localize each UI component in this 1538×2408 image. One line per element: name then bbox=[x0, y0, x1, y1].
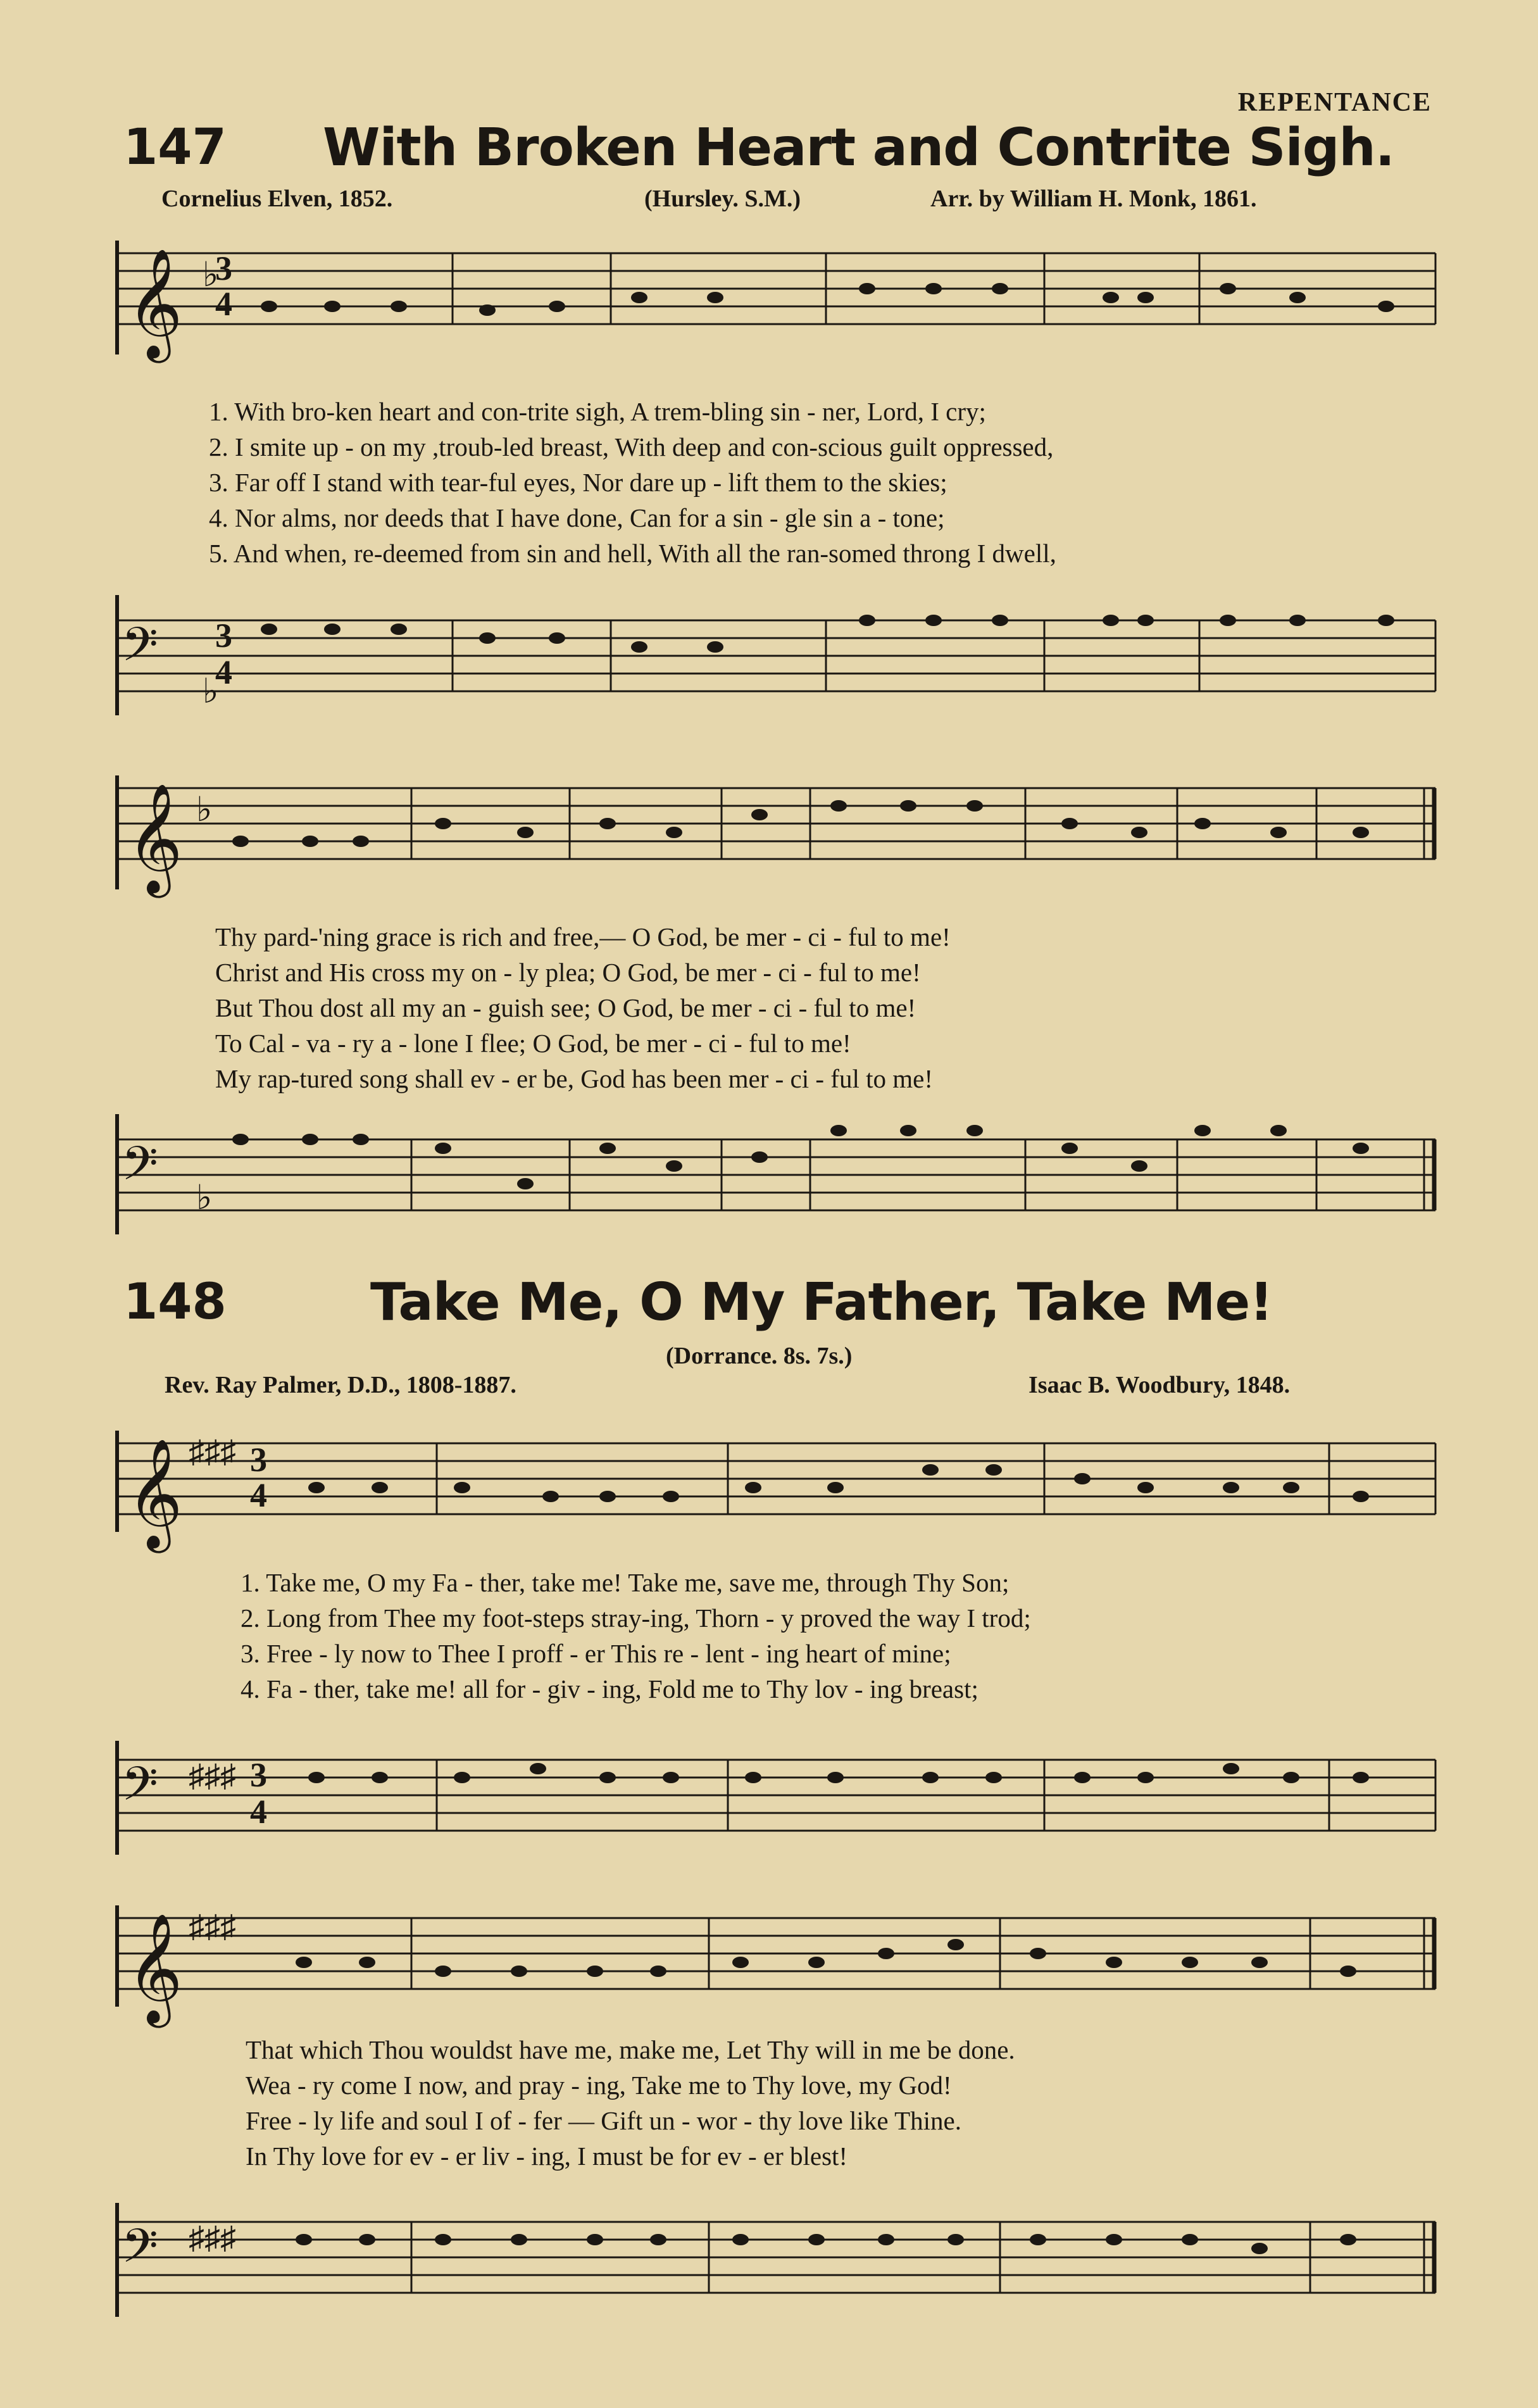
hymn-author: Cornelius Elven, 1852. bbox=[161, 185, 393, 212]
svg-text:4: 4 bbox=[250, 1793, 267, 1831]
svg-text:𝄞: 𝄞 bbox=[127, 1438, 183, 1548]
svg-text:𝄢: 𝄢 bbox=[122, 1757, 158, 1823]
svg-text:𝄞: 𝄞 bbox=[127, 248, 183, 358]
svg-text:4: 4 bbox=[250, 1476, 267, 1514]
svg-text:3: 3 bbox=[215, 617, 232, 655]
verse-line: 1. Take me, O my Fa - ther, take me! Take me, save me, through Thy Son; bbox=[241, 1568, 1010, 1597]
verse-line: That which Thou wouldst have me, make me, Let Thy will in me be done. bbox=[246, 2035, 1015, 2064]
treble-staff bbox=[0, 775, 1538, 893]
treble-staff bbox=[0, 1424, 1538, 1548]
svg-text:3: 3 bbox=[215, 249, 232, 287]
verse-line: Free - ly life and soul I of - fer — Gift un - wor - thy love like Thine. bbox=[246, 2106, 962, 2135]
svg-text:3: 3 bbox=[250, 1756, 267, 1794]
svg-text:𝄞: 𝄞 bbox=[127, 1913, 183, 2023]
bass-staff bbox=[0, 1734, 1538, 1861]
svg-text:𝄢: 𝄢 bbox=[122, 2219, 158, 2285]
verse-line: To Cal - va - ry a - lone I flee; O God, be mer - ci - ful to me! bbox=[215, 1029, 851, 1058]
bass-staff bbox=[0, 1114, 1538, 1241]
verse-line: 2. Long from Thee my foot-steps stray-ing, Thorn - y proved the way I trod; bbox=[241, 1603, 1031, 1633]
verse-line: My rap-tured song shall ev - er be, God has been mer - ci - ful to me! bbox=[215, 1064, 933, 1093]
verse-line: Thy pard-'ning grace is rich and free,— O God, be mer - ci - ful to me! bbox=[215, 922, 951, 951]
bass-staff bbox=[0, 2197, 1538, 2323]
hymn-number: 148 bbox=[123, 1274, 227, 1331]
svg-text:♭: ♭ bbox=[203, 672, 219, 710]
svg-text:♭: ♭ bbox=[196, 1179, 213, 1217]
svg-text:𝄢: 𝄢 bbox=[122, 617, 158, 684]
hymn-author: Rev. Ray Palmer, D.D., 1808-1887. bbox=[165, 1372, 516, 1398]
verse-line: 5. And when, re-deemed from sin and hell, With all the ran-somed throng I dwell, bbox=[209, 539, 1056, 568]
verse-line: 4. Nor alms, nor deeds that I have done, Can for a sin - gle sin a - tone; bbox=[209, 503, 945, 532]
svg-text:♭: ♭ bbox=[203, 256, 219, 294]
hymn-composer: Isaac B. Woodbury, 1848. bbox=[1028, 1372, 1291, 1398]
svg-text:4: 4 bbox=[215, 653, 232, 691]
bass-staff bbox=[0, 595, 1538, 722]
verse-line: 3. Free - ly now to Thee I proff - er This re - lent - ing heart of mine; bbox=[241, 1639, 951, 1668]
svg-text:♯♯♯: ♯♯♯ bbox=[189, 1909, 236, 1944]
svg-text:𝄞: 𝄞 bbox=[127, 783, 183, 893]
svg-text:♭: ♭ bbox=[196, 791, 213, 829]
verse-line: 1. With bro-ken heart and con-trite sigh, A trem-bling sin - ner, Lord, I cry; bbox=[209, 397, 986, 426]
verse-line: In Thy love for ev - er liv - ing, I must be for ev - er blest! bbox=[246, 2141, 848, 2171]
verse-line: But Thou dost all my an - guish see; O God, be mer - ci - ful to me! bbox=[215, 993, 916, 1022]
treble-staff bbox=[0, 241, 1538, 358]
svg-text:3: 3 bbox=[250, 1441, 267, 1479]
svg-text:♯♯♯: ♯♯♯ bbox=[189, 1434, 236, 1469]
svg-text:♯♯♯: ♯♯♯ bbox=[189, 2220, 236, 2255]
verse-line: 2. I smite up - on my ,troub-led breast, With deep and con-scious guilt oppressed, bbox=[209, 432, 1054, 461]
svg-text:♯♯♯: ♯♯♯ bbox=[189, 1758, 236, 1793]
verse-line: 4. Fa - ther, take me! all for - giv - ing, Fold me to Thy lov - ing breast; bbox=[241, 1674, 978, 1703]
svg-text:𝄢: 𝄢 bbox=[122, 1136, 158, 1203]
svg-text:4: 4 bbox=[215, 285, 232, 323]
hymn-tune: (Dorrance. 8s. 7s.) bbox=[666, 1343, 853, 1369]
hymn-tune: (Hursley. S.M.) bbox=[644, 185, 801, 212]
hymn-number: 147 bbox=[123, 119, 227, 176]
verse-line: Christ and His cross my on - ly plea; O God, be mer - ci - ful to me! bbox=[215, 958, 921, 987]
verse-line: Wea - ry come I now, and pray - ing, Take me to Thy love, my God! bbox=[246, 2071, 952, 2100]
hymn-title: Take Me, O My Father, Take Me! bbox=[370, 1272, 1273, 1333]
treble-staff bbox=[0, 1899, 1538, 2023]
hymn-arranger: Arr. by William H. Monk, 1861. bbox=[930, 185, 1257, 212]
verse-line: 3. Far off I stand with tear-ful eyes, Nor dare up - lift them to the skies; bbox=[209, 468, 947, 497]
hymn-title: With Broken Heart and Contrite Sigh. bbox=[323, 118, 1394, 178]
section-label: REPENTANCE bbox=[1237, 88, 1432, 117]
